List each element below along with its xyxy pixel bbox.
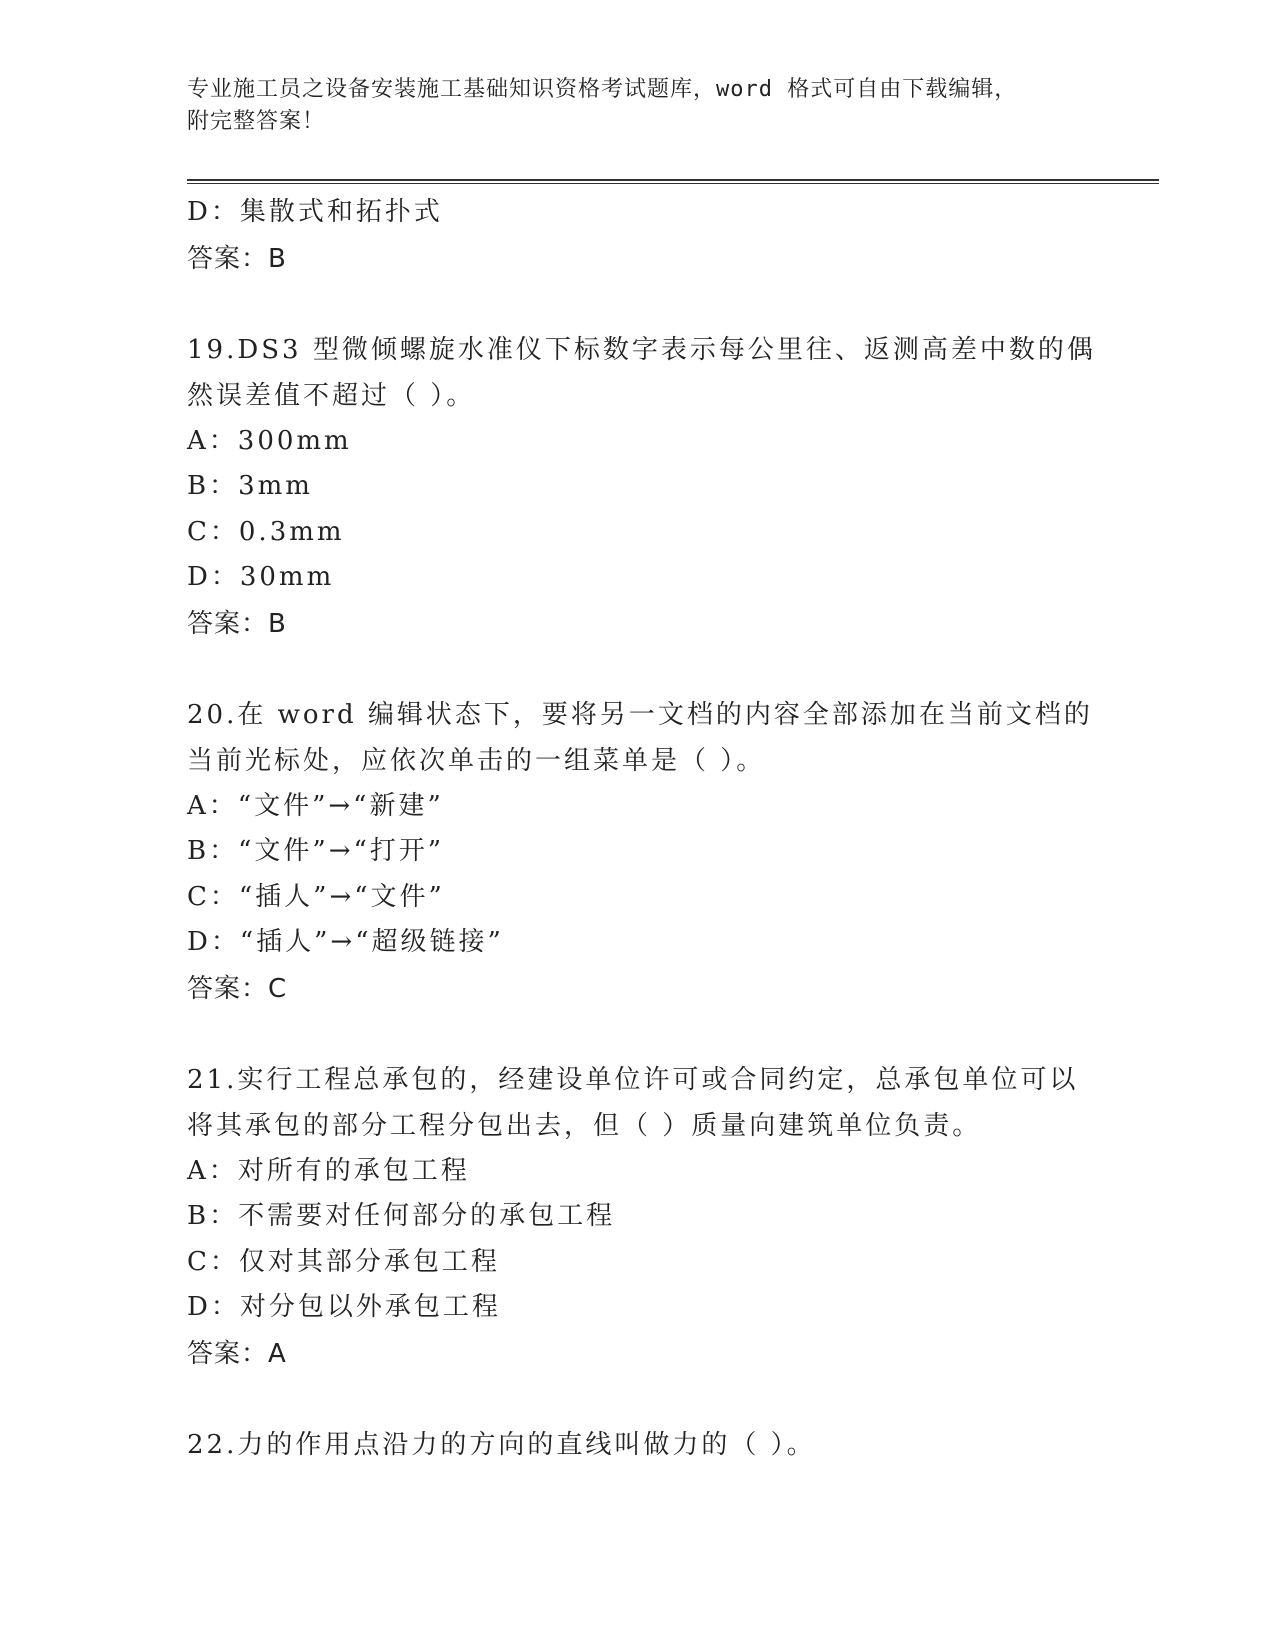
option-b: B：不需要对任何部分的承包工程 [187,1201,616,1231]
question-stem-line: 21.实行工程总承包的，经建设单位许可或合同约定，总承包单位可以 [187,1064,1079,1095]
answer-line: 答案：A [187,1338,287,1369]
header-divider-thick [187,179,1159,181]
option-d: D：30mm [187,562,335,592]
option-c: C：0.3mm [187,516,345,547]
spacer [187,1012,1087,1057]
option-a: A：对所有的承包工程 [187,1155,470,1186]
option-d: D：对分包以外承包工程 [187,1292,501,1322]
question-stem-line: 19.DS3 型微倾螺旋水准仪下标数字表示每公里往、返测高差中数的偶 [187,334,1096,365]
answer-line: 答案：C [187,973,288,1004]
question-stem-line: 当前光标处，应依次单击的一组菜单是（ ）。 [187,745,766,776]
question-19 [187,327,1096,647]
question-stem-line: 22.力的作用点沿力的方向的直线叫做力的（ ）。 [187,1429,816,1460]
spacer [187,282,1087,327]
spacer [187,1377,1087,1422]
document-body [187,190,1096,1468]
option-a: A：300mm [187,425,352,456]
header-line-1: 专业施工员之设备安装施工基础知识资格考试题库，word 格式可自由下载编辑， [187,77,1018,102]
option-b: B：3mm [187,471,313,501]
option-b: B：“文件”→“打开” [187,836,445,866]
question-stem-line: 然误差值不超过（ ）。 [187,380,476,411]
question-stem-line: 将其承包的部分工程分包出去，但（ ）质量向建筑单位负责。 [187,1110,982,1141]
option-c: C：“插人”→“文件” [187,881,445,912]
question-22 [187,1422,1087,1468]
header-divider-thin [187,183,1159,184]
option-a: A：“文件”→“新建” [187,790,444,821]
option-c: C：仅对其部分承包工程 [187,1246,500,1277]
option-d: D：集散式和拓扑式 [187,197,443,227]
question-20 [187,692,1093,1012]
option-d: D：“插人”→“超级链接” [187,927,504,957]
spacer [187,647,1087,692]
question-21 [187,1057,1087,1377]
question-stem-line: 20.在 word 编辑状态下，要将另一文档的内容全部添加在当前文档的 [187,699,1093,730]
page-header [187,74,1067,138]
answer-line: 答案：B [187,608,287,639]
header-line-2: 附完整答案！ [187,109,326,134]
answer-line: 答案：B [187,243,287,274]
carryover-question [187,190,1087,282]
